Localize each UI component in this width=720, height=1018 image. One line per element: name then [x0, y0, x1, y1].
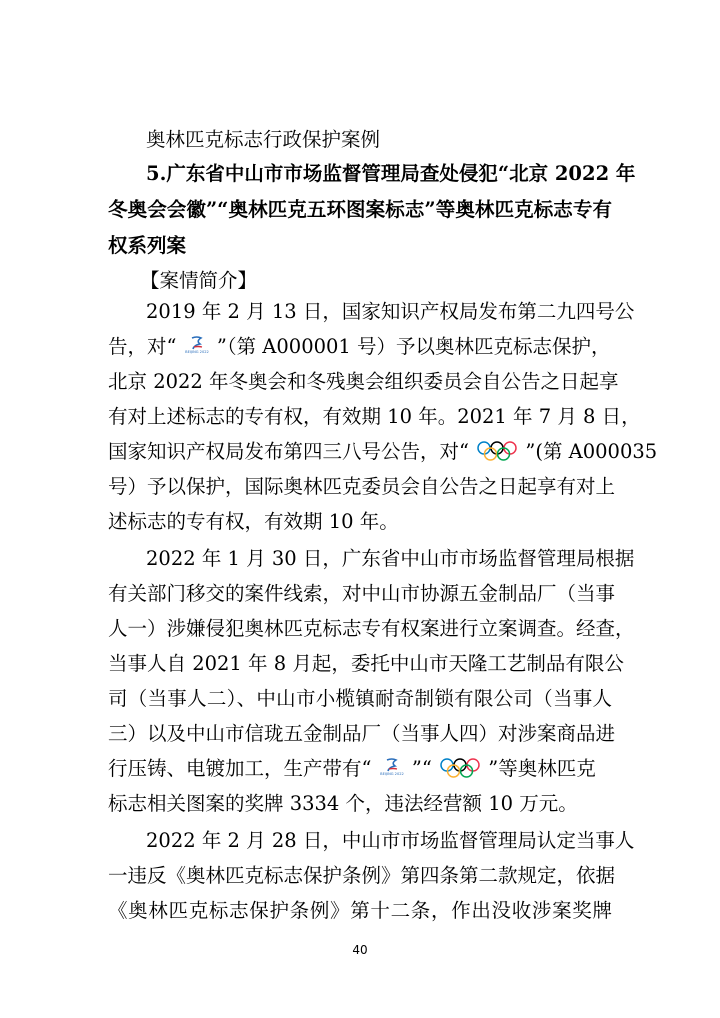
p3-line-1: 2022 年 2 月 28 日，中山市市场监督管理局认定当事人	[146, 829, 635, 852]
beijing-2022-emblem-icon	[183, 335, 211, 357]
case-title-line-2: 冬奥会会徽”“奥林匹克五环图案标志”等奥林匹克标志专有	[108, 198, 612, 221]
p3-line-3: 《奥林匹克标志保护条例》第十二条，作出没收涉案奖牌	[108, 899, 612, 922]
sub-heading: 【案情简介】	[140, 269, 258, 292]
beijing-2022-emblem-icon-2	[378, 757, 406, 779]
p1-line-1: 2019 年 2 月 13 日，国家知识产权局发布第二九四号公	[146, 300, 635, 323]
p1-line-5-a: 国家知识产权局发布第四三八号公告，对“	[108, 440, 469, 463]
p2-line-6: 三）以及中山市信珑五金制品厂（当事人四）对涉案商品进	[108, 722, 616, 745]
p1-line-2	[108, 334, 612, 360]
p1-line-2-b: ”（第 A000001 号）予以奥林匹克标志保护，	[216, 335, 611, 358]
olympic-rings-icon-2	[438, 757, 482, 779]
p1-line-7: 述标志的专有权，有效期 10 年。	[108, 510, 399, 533]
p2-line-7-c: ”等奥林匹克	[488, 757, 596, 780]
p1-line-3: 北京 2022 年冬奥会和冬残奥会组织委员会自公告之日起享	[108, 370, 619, 393]
page-number: 40	[352, 943, 368, 957]
p2-line-4: 当事人自 2021 年 8 月起，委托中山市天隆工艺制品有限公	[108, 652, 624, 675]
section-heading: 奥林匹克标志行政保护案例	[146, 128, 381, 151]
p2-line-3: 人一）涉嫌侵犯奥林匹克标志专有权案进行立案调查。经查，	[108, 617, 635, 640]
p3-line-2: 一违反《奥林匹克标志保护条例》第四条第二款规定，依据	[108, 864, 616, 887]
p1-line-4: 有对上述标志的专有权，有效期 10 年。2021 年 7 月 8 日，	[108, 405, 641, 428]
p1-line-6: 号）予以保护，国际奥林匹克委员会自公告之日起享有对上	[108, 475, 616, 498]
p2-line-7-a: 行压铸、电镀加工，生产带有“	[108, 757, 372, 780]
emblem-caption-2: BEIJING 2022	[379, 772, 404, 776]
p2-line-5: 司（当事人二）、中山市小榄镇耐奇制锁有限公司（当事人	[108, 687, 612, 710]
p1-line-5	[108, 439, 658, 465]
case-title-line-1: 5.广东省中山市市场监督管理局查处侵犯“北京 2022 年	[146, 162, 636, 185]
p2-line-7-b: ”“	[411, 757, 432, 780]
olympic-rings-icon	[475, 440, 519, 462]
p1-line-2-a: 告，对“	[108, 335, 177, 358]
p2-line-1: 2022 年 1 月 30 日，广东省中山市市场监督管理局根据	[146, 547, 635, 570]
case-title-line-3: 权系列案	[108, 234, 187, 257]
p2-line-7	[108, 756, 612, 782]
p2-line-8: 标志相关图案的奖牌 3334 个，违法经营额 10 万元。	[108, 792, 578, 815]
p1-line-5-b: ”(第 A000035	[525, 440, 658, 463]
p2-line-2: 有关部门移交的案件线索，对中山市协源五金制品厂（当事	[108, 582, 616, 605]
emblem-caption: BEIJING 2022	[184, 350, 209, 354]
